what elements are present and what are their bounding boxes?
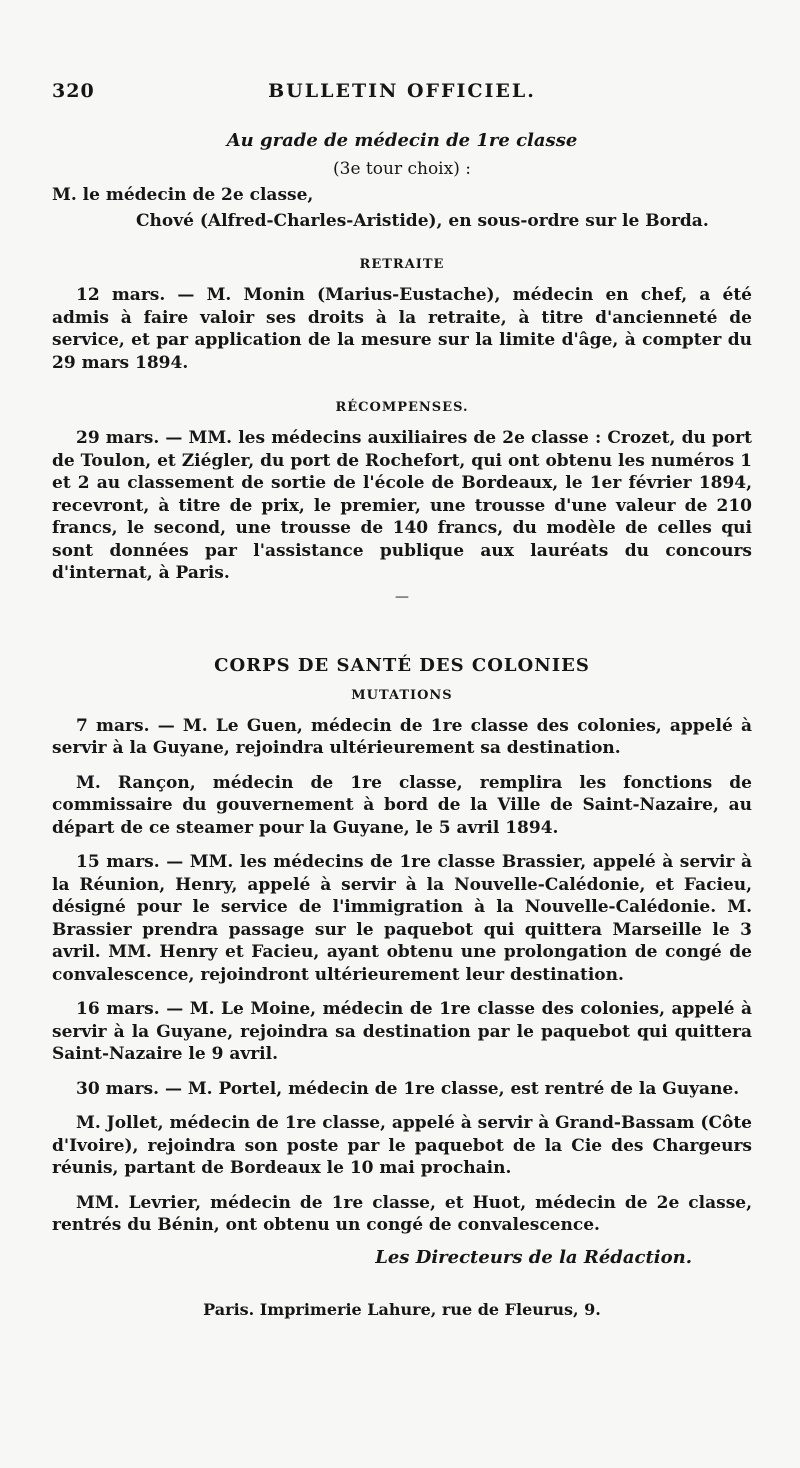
mutation-paragraph: 15 mars. — MM. les médecins de 1re classe Brassier, appelé à servir à la Réunion, Henry, appelé à servir à la Nouvelle-Calédonie, et Facieu, désigné pour le service de l'immigration à la Nouvelle-Calédonie. M. Brassier prendra passage sur le paquebot qui quittera Marseille le 3 avril. MM. Henry et Facieu, ayant obtenu une prolongation de congé de convalescence, rejoindront ultérieurement leur destination.	[52, 852, 752, 985]
signature: Les Directeurs de la Rédaction.	[375, 1246, 692, 1268]
mutation-paragraph: 7 mars. — M. Le Guen, médecin de 1re classe des colonies, appelé à servir à la Guyane, rejoindra ultérieurement sa destination.	[52, 715, 752, 758]
running-title: BULLETIN OFFICIEL.	[268, 80, 536, 102]
section-subheading-mutations: MUTATIONS	[351, 687, 453, 703]
mutation-paragraph: M. Rançon, médecin de 1re classe, remplira les fonctions de commissaire du gouvernement à bord de la Ville de Saint-Nazaire, au départ de ce steamer pour la Guyane, le 5 avril 1894.	[52, 772, 752, 838]
retraite-paragraph: 12 mars. — M. Monin (Marius-Eustache), médecin en chef, a été admis à faire valoir ses droits à la retraite, à titre d'ancienneté de service, et par application de la mesure sur la limite d'âge, à compter du 29 mars 1894.	[52, 285, 752, 373]
mutation-paragraph: MM. Levrier, médecin de 1re classe, et Huot, médecin de 2e classe, rentrés du Bénin, ont obtenu un congé de convalescence.	[52, 1192, 752, 1235]
promotion-line-1: M. le médecin de 2e classe,	[52, 185, 314, 205]
recompenses-paragraph: 29 mars. — MM. les médecins auxiliaires de 2e classe : Crozet, du port de Toulon, et Ziégler, du port de Rochefort, qui ont obtenu les numéros 1 et 2 au classement de sortie de l'école de Bordeaux, le 1er février 1894, recevront, à titre de prix, le premier, une trousse d'une valeur de 210 francs, le second, une trousse de 140 francs, du modèle de celles qui sont données par l'assistance publique aux lauréats du concours d'internat, à Paris.	[52, 428, 752, 583]
section-heading-recompenses: RÉCOMPENSES.	[335, 400, 469, 415]
promotion-line-2: Chové (Alfred-Charles-Aristide), en sous-ordre sur le Borda.	[136, 211, 709, 231]
page-number: 320	[52, 80, 95, 102]
printer-line: Paris. Imprimerie Lahure, rue de Fleurus, 9.	[203, 1299, 601, 1319]
promotion-choice: (3e tour choix) :	[333, 159, 471, 179]
mutation-paragraph: 30 mars. — M. Portel, médecin de 1re classe, est rentré de la Guyane.	[76, 1078, 740, 1099]
mutation-paragraph: 16 mars. — M. Le Moine, médecin de 1re classe des colonies, appelé à servir à la Guyane, rejoindra sa destination par le paquebot qui quittera Saint-Nazaire le 9 avril.	[52, 999, 752, 1064]
mutation-paragraph: M. Jollet, médecin de 1re classe, appelé à servir à Grand-Bassam (Côte d'Ivoire), rejoindra son poste par le paquebot de la Cie des Chargeurs réunis, partant de Bordeaux le 10 mai prochain.	[52, 1113, 752, 1178]
section-heading-colonies: CORPS DE SANTÉ DES COLONIES	[214, 654, 590, 676]
separator: —	[395, 588, 409, 605]
page-header	[52, 70, 752, 104]
promotion-heading: Au grade de médecin de 1re classe	[226, 130, 578, 151]
section-heading-retraite: RETRAITE	[359, 257, 445, 272]
